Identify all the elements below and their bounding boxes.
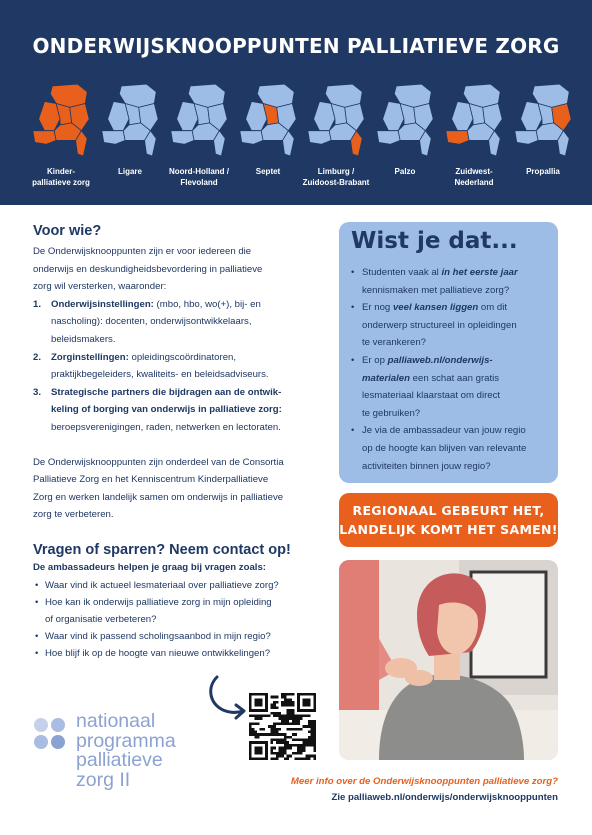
consortia-line: De Onderwijsknooppunten zijn onderdeel van de Consortia: [33, 456, 284, 468]
item-bold: Strategische partners die bijdragen aan de ontwik-: [51, 386, 282, 398]
fact-text: op de hoogte kan blijven van relevante: [362, 442, 527, 454]
logo-line: zorg II: [76, 768, 131, 791]
item-text: (mbo, hbo, wo(+), bij- en: [153, 298, 261, 310]
fact-emphasis: veel kansen liggen: [392, 302, 479, 314]
logo-line: programma: [76, 729, 176, 752]
region-label-line: Limburg /: [317, 167, 355, 176]
consortia-paragraph: [33, 454, 323, 524]
item-text: beleidsmakers.: [51, 333, 116, 345]
region-label-line: Ligare: [117, 167, 142, 176]
list-item: • Waar vind ik passend scholingsaanbod in mijn regio?: [33, 628, 323, 645]
logo-text: [76, 712, 176, 790]
list-item: [33, 594, 323, 628]
item-number: 2.: [33, 351, 42, 363]
map-region-southwest: [102, 131, 125, 145]
netherlands-map-icon: [96, 80, 164, 160]
item-text: opleidingscoördinatoren,: [128, 351, 237, 363]
slogan-banner: [339, 493, 558, 547]
map-region-southwest: [446, 131, 469, 145]
intro-line: De Onderwijsknooppunten zijn er voor iedereen die: [33, 246, 252, 257]
item-number: 3.: [33, 386, 42, 398]
fact-text: te verankeren?: [362, 337, 426, 349]
fact-text: te gebruiken?: [362, 407, 421, 419]
slogan-line: REGIONAAL GEBEURT HET,: [352, 503, 545, 518]
slogan-line: LANDELIJK KOMT HET SAMEN!: [339, 522, 558, 537]
consortia-line: Palliatieve Zorg en het Kenniscentrum Kinderpalliatieve: [33, 474, 269, 486]
wist-je-dat-title: Wist je dat...: [351, 228, 518, 254]
qr-code[interactable]: [249, 693, 316, 760]
region-label-line: Zuidwest-: [455, 167, 493, 176]
voor-wie-intro: [33, 243, 323, 296]
photo-patient: [339, 560, 558, 760]
map-region-southwest: [33, 131, 56, 145]
page-title: ONDERWIJSKNOOPPUNTEN PALLIATIEVE ZORG: [32, 34, 560, 58]
audience-item: [33, 384, 323, 437]
left-column: [33, 223, 323, 663]
region-label-line: Palzo: [394, 167, 416, 176]
logo-circles-icon: [33, 716, 73, 756]
region-label-line: palliatieve zorg: [32, 178, 90, 187]
item-text: nascholing): docenten, onderwijsontwikkelaars,: [51, 316, 252, 328]
netherlands-map-icon: [509, 80, 577, 160]
list-item: • Waar vind ik actueel lesmateriaal over palliatieve zorg?: [33, 577, 323, 594]
fact-text: een schat aan gratis: [410, 372, 500, 384]
list-item: • Hoe blijf ik op de hoogte van nieuwe ontwikkelingen?: [33, 645, 323, 662]
wist-je-dat-list: [351, 264, 546, 475]
netherlands-map-icon: [302, 80, 370, 160]
footer-link[interactable]: Zie palliaweb.nl/onderwijs/onderwijsknooppunten: [331, 792, 558, 803]
region-label-line: Propallia: [526, 167, 560, 176]
fact-link[interactable]: palliaweb.nl/onderwijs-: [387, 354, 493, 366]
fact-text: • Je via de ambassadeur van jouw regio: [362, 425, 526, 437]
voor-wie-heading: Voor wie?: [33, 223, 102, 239]
region-label-line: Noord-Holland /: [169, 167, 229, 176]
item-text: beroepsverenigingen, raden, netwerken en lectoraten.: [51, 421, 281, 433]
region-label-line: Zuidoost-Brabant: [302, 178, 370, 187]
fact-item: [351, 422, 546, 475]
fact-text: om dit: [478, 302, 508, 314]
audience-item: [33, 296, 323, 349]
footer-info: [291, 774, 558, 806]
item-bold: keling of borging van onderwijs in palliatieve zorg:: [51, 404, 282, 416]
region-label-line: Kinder-: [47, 167, 75, 176]
consortia-line: Zorg en werken landelijk samen om onderwijs in palliatieve: [33, 491, 284, 503]
item-number: 1.: [33, 298, 42, 310]
map-region-southwest: [171, 131, 194, 145]
fact-text: Er op: [362, 354, 388, 366]
fact-text: onderwerp structureel in opleidingen: [362, 319, 517, 331]
footer-question: Meer info over de Onderwijsknooppunten palliatieve zorg?: [290, 776, 558, 787]
fact-text: kennismaken met palliatieve zorg?: [362, 284, 510, 296]
fact-text: Studenten vaak al: [362, 267, 442, 278]
netherlands-map-icon: [440, 80, 508, 160]
map-region-southwest: [240, 131, 263, 145]
region-label-line: Nederland: [454, 178, 494, 187]
fact-item: [351, 264, 546, 299]
fact-link[interactable]: materialen: [362, 372, 410, 384]
region-label-line: Septet: [255, 167, 281, 176]
map-region-southwest: [308, 131, 331, 145]
region-maps: [24, 80, 574, 190]
item-bold: Onderwijsinstellingen:: [51, 298, 154, 310]
audience-item: [33, 349, 323, 384]
netherlands-map-icon: [165, 80, 233, 160]
logo-line: palliatieve: [76, 749, 163, 772]
netherlands-map-icon: [27, 80, 95, 160]
contact-questions: [33, 577, 323, 663]
contact-heading: Vragen of sparren? Neem contact op!: [33, 541, 291, 558]
netherlands-map-icon: [234, 80, 302, 160]
wist-je-dat-box: [339, 222, 558, 483]
consortia-line: zorg te verbeteren.: [33, 509, 114, 521]
map-region-southwest: [515, 131, 538, 145]
fact-emphasis: in het eerste jaar: [441, 267, 518, 278]
fact-text: Er nog: [362, 302, 393, 314]
nppz-logo: [33, 712, 233, 812]
intro-line: zorg wil versterken, waaronder:: [33, 281, 167, 293]
item-text: praktijkbegeleiders, kwaliteits- en beleidsadviseurs.: [51, 369, 269, 381]
list-item-text: of organisatie verbeteren?: [45, 613, 157, 625]
fact-text: lesmateriaal klaarstaat om direct: [362, 390, 501, 402]
intro-line: onderwijs en deskundigheidsbevordering in palliatieve: [33, 263, 263, 275]
map-region-southwest: [377, 131, 400, 145]
region-label-line: Flevoland: [180, 178, 218, 187]
contact-subheading: De ambassadeurs helpen je graag bij vragen zoals:: [33, 561, 266, 573]
logo-line: nationaal: [76, 710, 156, 732]
item-bold: Zorginstellingen:: [51, 351, 129, 363]
netherlands-map-icon: [371, 80, 439, 160]
region-map-label: [498, 166, 588, 177]
photo-illustration: [339, 560, 558, 760]
audience-list: [33, 296, 323, 437]
fact-item: [351, 352, 546, 422]
header-banner: [0, 0, 592, 205]
region-map-item: [506, 80, 580, 190]
fact-text: activiteiten binnen jouw regio?: [362, 460, 491, 472]
fact-item: [351, 299, 546, 352]
list-item-text: • Hoe kan ik onderwijs palliatieve zorg in mijn opleiding: [45, 596, 272, 608]
